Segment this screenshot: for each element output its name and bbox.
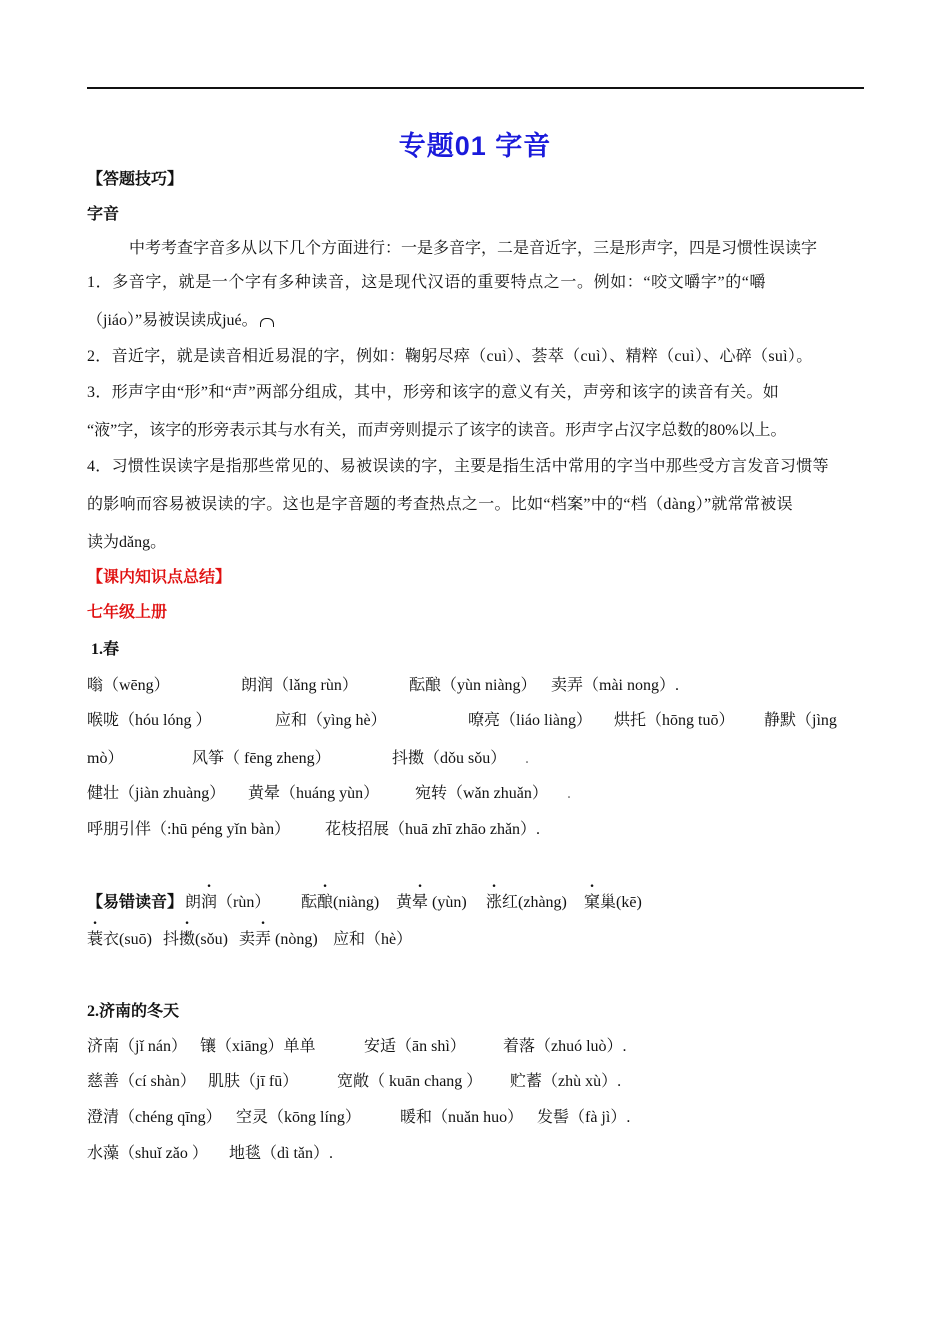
point-4-line-2: 的影响而容易被误读的字。这也是字音题的考查热点之一。比如“档案”中的“档（dàng）”就常常被误 [87, 496, 793, 513]
point-3-line-2: “液”字，该字的形旁表示其与水有关，而声旁则提示了该字的读音。形声字占汉字总数的80%以上。 [87, 422, 787, 439]
lesson-2-row-4 [87, 1144, 867, 1166]
point-1-line-2 [87, 311, 274, 331]
vocab-item: 风筝（ fēng zheng） [192, 750, 331, 767]
error-readings-label: 【易错读音】 [87, 894, 184, 911]
tips-header: 【答题技巧】 [87, 171, 184, 188]
vocab-item: 发髻（fà jì）. [537, 1109, 631, 1126]
lesson-2-row-3 [87, 1108, 867, 1130]
vocab-item: 花枝招展（huā zhī zhāo zhǎn）. [325, 821, 541, 838]
vocab-item: 安适（ān shì） [364, 1038, 466, 1055]
vocab-item: 镶（xiāng）单单 [200, 1038, 316, 1055]
vocab-item: . [525, 750, 529, 767]
vocab-item: 宛转（wǎn zhuǎn） [415, 785, 548, 802]
vocab-item: 应和（yìng hè） [275, 712, 387, 729]
vocab-item: . [567, 785, 571, 802]
error-item: 应和（hè） [333, 931, 413, 948]
vocab-item: 静默（jìng [764, 712, 837, 729]
lesson-1-row-2 [87, 711, 867, 733]
point-1-line-1: 1．多音字，就是一个字有多种读音，这是现代汉语的重要特点之一。例如：“咬文嚼字”的“嚼 [87, 274, 767, 291]
point-4-line-1: 4．习惯性误读字是指那些常见的、易被误读的字，主要是指生活中常用的字当中那些受方言发音习惯等 [87, 458, 829, 475]
point-1-line-2-text: （jiáo）”易被误读成jué。 [87, 312, 258, 329]
point-4-line-3: 读为dǎng。 [87, 534, 167, 551]
page-title: 专题01 字音 [398, 131, 552, 161]
vocab-item: 黄晕（huáng yùn） [248, 785, 380, 802]
error-item: 抖擞(sǒu) [163, 931, 228, 948]
point-2: 2．音近字，就是读音相近易混的字，例如：鞠躬尽瘁（cuì）、荟萃（cuì）、精粹（cuì）、心碎（suì）。 [87, 348, 813, 365]
vocab-item: 空灵（kōng líng） [236, 1109, 361, 1126]
lesson-2-row-2 [87, 1072, 867, 1094]
vocab-item: 暖和（nuǎn huo） [400, 1109, 524, 1126]
vocab-item: 健壮（jiàn zhuàng） [87, 785, 226, 802]
text-cursor-icon [260, 318, 274, 327]
error-item: 酝酿(niàng) [301, 894, 380, 911]
vocab-item: 朗润（lǎng rùn） [241, 677, 358, 694]
lesson-1-row-1 [87, 676, 867, 698]
lesson-2-title: 2.济南的冬天 [87, 1003, 180, 1020]
error-item: 蓑衣(suō) [87, 931, 152, 948]
point-3-line-1: 3．形声字由“形”和“声”两部分组成，其中，形旁和该字的意义有关，声旁和该字的读音有关。如 [87, 384, 780, 401]
vocab-item: 地毯（dì tǎn）. [229, 1145, 333, 1162]
vocab-item: 抖擞（dǒu sǒu） [392, 750, 507, 767]
knowledge-header: 【课内知识点总结】 [87, 569, 232, 586]
vocab-item: 酝酿（yùn niàng） [409, 677, 537, 694]
vocab-item: 宽敞（ kuān chang ） [337, 1073, 483, 1090]
error-item: 卖弄 (nòng) [239, 931, 318, 948]
section-subheading: 字音 [87, 206, 120, 223]
intro-paragraph: 中考考查字音多从以下几个方面进行：一是多音字，二是音近字，三是形声字，四是习惯性误读字 [129, 240, 818, 257]
vocab-item: 肌肤（jī fū） [208, 1073, 299, 1090]
vocab-item: 嗡（wēng） [87, 677, 170, 694]
lesson-2-row-1 [87, 1037, 867, 1059]
error-item: 朗润（rùn） [185, 894, 271, 911]
vocab-item: 贮蓄（zhù xù）. [510, 1073, 622, 1090]
vocab-item: 喉咙（hóu lóng ） [87, 712, 212, 729]
vocab-item: 烘托（hōng tuō） [614, 712, 735, 729]
vocab-item: 呼朋引伴（:hū péng yǐn bàn） [87, 821, 291, 838]
lesson-1-row-4 [87, 784, 867, 806]
vocab-item: mò） [87, 750, 124, 767]
vocab-item: 慈善（cí shàn） [87, 1073, 196, 1090]
vocab-item: 着落（zhuó luò）. [503, 1038, 627, 1055]
error-readings-row-1 [87, 893, 867, 915]
lesson-1-row-3 [87, 749, 867, 771]
error-item: 窠巢(kē) [584, 894, 642, 911]
vocab-item: 澄清（chéng qīng） [87, 1109, 222, 1126]
vocab-item: 济南（jǐ nán） [87, 1038, 187, 1055]
error-readings-row-2 [87, 930, 867, 952]
error-item: 黄晕 (yùn) [396, 894, 467, 911]
vocab-item: 嘹亮（liáo liàng） [468, 712, 592, 729]
vocab-item: 水藻（shuǐ zǎo ） [87, 1145, 208, 1162]
lesson-1-title: 1.春 [91, 641, 120, 658]
header-rule [87, 87, 864, 89]
grade-heading: 七年级上册 [87, 604, 168, 621]
vocab-item: 卖弄（mài nong）. [551, 677, 679, 694]
error-item: 涨红(zhàng) [486, 894, 567, 911]
lesson-1-row-5 [87, 820, 867, 842]
